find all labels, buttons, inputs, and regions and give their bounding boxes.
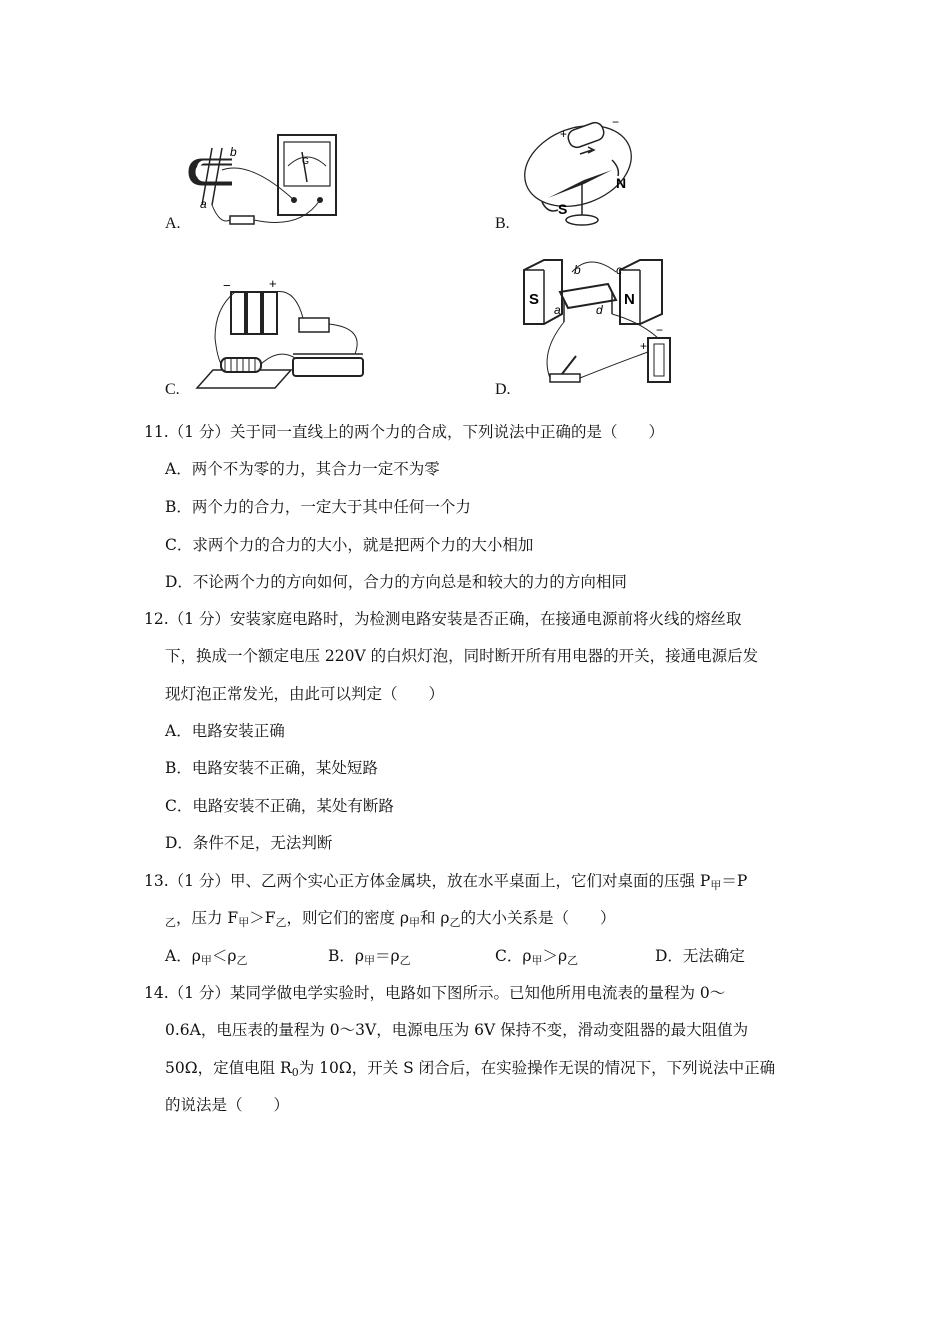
q12-stem-line1: 12.（1 分）安装家庭电路时，为检测电路安装是否正确，在接通电源前将火线的熔丝取 xyxy=(144,610,742,628)
galvanometer-letter: G xyxy=(302,156,310,166)
magnet-south: S xyxy=(529,291,540,308)
figure-c-label: C. xyxy=(165,381,180,398)
q13-stem-line1: 13.（1 分）甲、乙两个实心正方体金属块，放在水平桌面上，它们对桌面的压强 $P_甲=P$ xyxy=(144,872,748,892)
battery-minus: − xyxy=(656,323,664,337)
q14-stem-line2: 0.6A，电压表的量程为 0～3V，电源电压为 6V 保持不变，滑动变阻器的最大阻值为 xyxy=(165,1021,749,1039)
coil-point-a: a xyxy=(554,303,561,317)
figure-b-label: B. xyxy=(495,215,510,232)
magnet-north: N xyxy=(624,291,635,308)
figure-a-label: A. xyxy=(165,215,181,232)
q13-option-a: A．$\rho_甲<\rho_乙$ xyxy=(165,947,248,967)
coil-point-d: d xyxy=(596,303,603,317)
magnet-coil-diagram xyxy=(520,252,690,392)
q14-stem-line1: 14.（1 分）某同学做电学实验时，电路如下图所示。已知他所用电流表的量程为 0～ xyxy=(144,984,726,1002)
q13-option-d: D．无法确定 xyxy=(655,947,745,965)
q13-option-b: B．$\rho_甲=\rho_乙$ xyxy=(328,947,411,967)
battery-plus: + xyxy=(640,339,648,353)
q12-option-d: D．条件不足，无法判断 xyxy=(165,834,333,852)
battery-plus: + xyxy=(269,276,277,291)
q13-option-c: C．$\rho_甲>\rho_乙$ xyxy=(495,947,579,967)
q14-stem-line4: 的说法是（ ） xyxy=(165,1096,290,1114)
battery-minus: − xyxy=(612,115,620,129)
wire-end-a: a xyxy=(200,197,207,211)
q12-option-b: B．电路安装不正确，某处短路 xyxy=(165,759,378,777)
q13-stem-line2: $_乙$，压力 $F_甲>F_乙$，则它们的密度 $\rho_甲$和 $\rho_乙$的大小关系是（ ） xyxy=(165,909,616,929)
q11-stem: 11.（1 分）关于同一直线上的两个力的合成，下列说法中正确的是（ ） xyxy=(144,423,664,441)
wire-end-b: b xyxy=(230,145,237,159)
battery-plus: + xyxy=(560,127,568,141)
q12-option-c: C．电路安装不正确，某处有断路 xyxy=(165,797,394,815)
galvanometer-diagram xyxy=(190,130,340,235)
figure-d-label: D. xyxy=(495,381,511,398)
battery-compass-diagram xyxy=(520,115,640,233)
q11-option-c: C．求两个力的合力的大小，就是把两个力的大小相加 xyxy=(165,536,534,554)
compass-south: S xyxy=(558,201,568,217)
q11-option-b: B．两个力的合力，一定大于其中任何一个力 xyxy=(165,498,471,516)
q11-option-a: A．两个不为零的力，其合力一定不为零 xyxy=(165,460,440,478)
coil-point-b: b xyxy=(574,263,581,277)
q12-option-a: A．电路安装正确 xyxy=(165,722,285,740)
solenoid-circuit-diagram xyxy=(195,278,375,398)
q12-stem-line3: 现灯泡正常发光，由此可以判定（ ） xyxy=(165,685,445,703)
q14-stem-line3: 50Ω，定值电阻 $R_0$为 10Ω，开关 S 闭合后，在实验操作无误的情况下，下列说法中正确 xyxy=(165,1059,776,1079)
q12-stem-line2: 下，换成一个额定电压 220V 的白炽灯泡，同时断开所有用电器的开关，接通电源后发 xyxy=(165,647,759,665)
q11-option-d: D．不论两个力的方向如何，合力的方向总是和较大的力的方向相同 xyxy=(165,573,627,591)
battery-minus: − xyxy=(223,278,231,293)
compass-north: N xyxy=(616,175,627,191)
coil-point-c: c xyxy=(616,263,622,277)
